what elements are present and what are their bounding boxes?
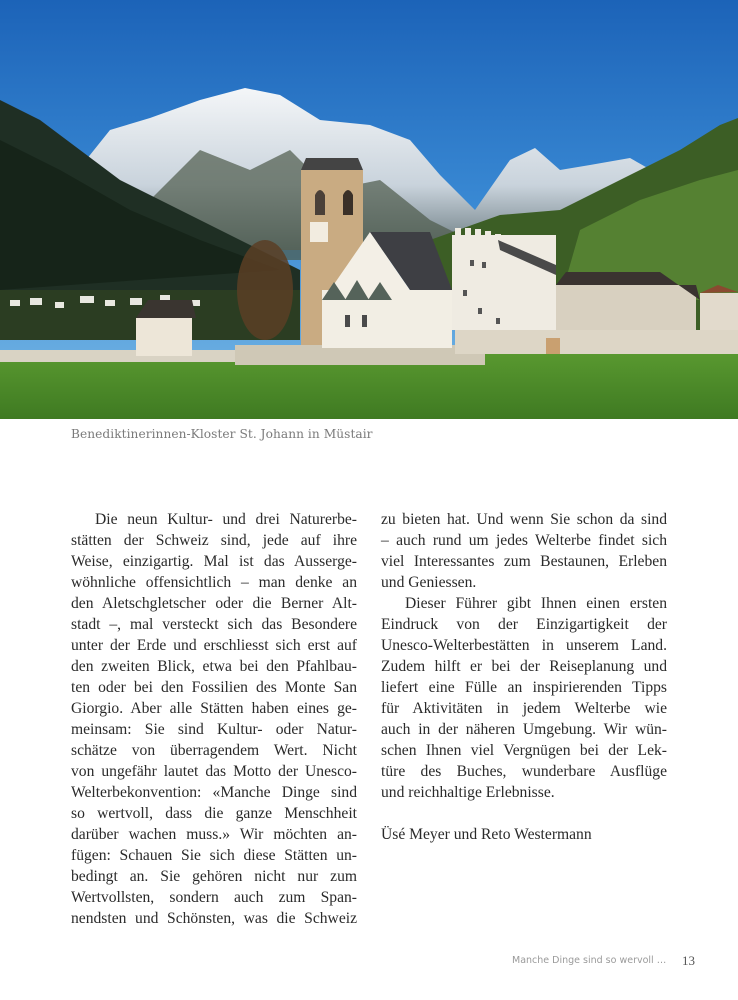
text-line: Giorgio. Aber alle Stätten haben eines ge- <box>71 700 357 717</box>
text-line: für Aktivitäten in jedem Welterbe wie <box>381 700 667 717</box>
text-line: stätten der Schweiz sind, jede auf ihre <box>71 532 357 549</box>
text-line: den Aletschgletscher oder die Berner Alt- <box>71 595 357 612</box>
text-line: wöhnliche offensichtlich – man denke an <box>71 574 357 591</box>
text-line: von ungefähr lautet das Motto der Unesco- <box>71 763 357 780</box>
text-line: Unesco-Welterbestätten in unserem Land. <box>381 637 667 654</box>
text-column-right <box>381 509 667 845</box>
text-line: auch in der näheren Umgebung. Wir wün- <box>381 721 667 738</box>
text-line: schen Ihnen viel Vergnügen bei der Lek- <box>381 742 667 759</box>
text-line: und Geniessen. <box>381 574 477 591</box>
text-line: fügen: Schauen Sie sich diese Stätten un- <box>71 847 357 864</box>
text-line: den zweiten Blick, etwa bei den Pfahlbau- <box>71 658 357 675</box>
text-line: bedingt an. Sie gehören nicht nur zum <box>71 868 357 885</box>
text-line: türe des Buches, wunderbare Ausflüge <box>381 763 667 780</box>
page-number: 13 <box>682 953 695 968</box>
text-line: meinsam: Sie sind Kultur- oder Natur- <box>71 721 357 738</box>
text-line: ten oder bei den Fossilien des Monte San <box>71 679 357 696</box>
paragraph-gap <box>381 803 667 824</box>
text-line: nendsten und Schönsten, was die Schweiz <box>71 910 357 927</box>
text-line: Weise, einzigartig. Mal ist das Aussergе- <box>71 553 357 570</box>
text-line: viel Interessantes zum Bestaunen, Erleben <box>381 553 667 570</box>
text-line: und reichhaltige Erlebnisse. <box>381 784 555 801</box>
text-line: schätze von überragendem Wert. Nicht <box>71 742 357 759</box>
running-footer-title: Manche Dinge sind so wervoll … <box>512 955 667 966</box>
text-column-left <box>71 509 357 929</box>
cover-photo <box>0 0 738 419</box>
text-line: Die neun Kultur- und drei Naturerbe- <box>95 511 357 528</box>
text-line: zu bieten hat. Und wenn Sie schon da sind <box>381 511 667 528</box>
text-line: – auch rund um jedes Welterbe findet sich <box>381 532 667 549</box>
text-line: Zudem hilft er bei der Reiseplanung und <box>381 658 667 675</box>
text-line: Dieser Führer gibt Ihnen einen ersten <box>405 595 667 612</box>
text-line: Wertvollsten, sondern auch zum Span- <box>71 889 357 906</box>
text-line: darüber wachen muss.» Wir möchten an- <box>71 826 357 843</box>
monastery-landscape-image <box>0 0 738 419</box>
text-line: liefert eine Fülle an inspirierenden Tipps <box>381 679 667 696</box>
text-line: Welterbekonvention: «Manche Dinge sind <box>71 784 357 801</box>
text-line: unter der Erde und erschliesst sich erst auf <box>71 637 357 654</box>
text-line: so wertvoll, dass die ganze Menschheit <box>71 805 357 822</box>
author-signature: Üsé Meyer und Reto Westermann <box>381 826 592 843</box>
text-line: stadt –, mal versteckt sich das Besondere <box>71 616 357 633</box>
photo-caption: Benediktinerinnen-Kloster St. Johann in Müstair <box>71 427 373 441</box>
text-line: Eindruck von der Einzigartigkeit der <box>381 616 667 633</box>
